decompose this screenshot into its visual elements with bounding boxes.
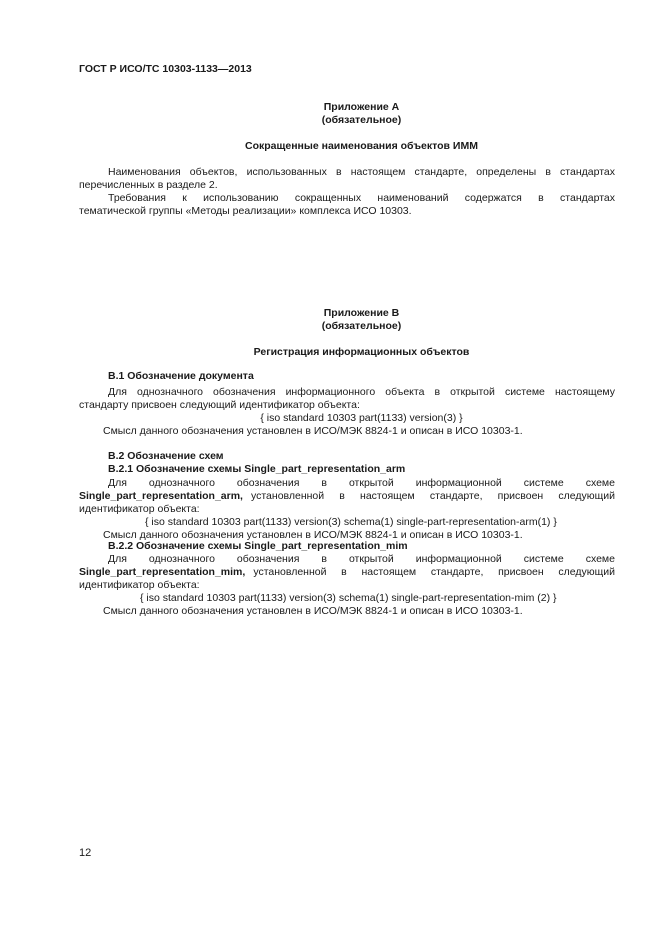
section-b22-line-2-rest: установленной в настоящем стандарте, присвоен следующий [253, 566, 615, 578]
page-number: 12 [79, 847, 92, 859]
appendix-a-paragraph-1-line-2: перечисленных в разделе 2. [79, 179, 218, 191]
section-b22-meaning: Смысл данного обозначения установлен в ИСО/МЭК 8824-1 и описан в ИСО 10303-1. [103, 605, 523, 617]
appendix-b-heading: Регистрация информационных объектов [253, 346, 470, 358]
document-header: ГОСТ Р ИСО/ТС 10303-1133—2013 [79, 63, 252, 75]
section-b21-line-3: идентификатор объекта: [79, 503, 200, 515]
schema-name-arm: Single_part_representation_arm, [79, 490, 243, 502]
section-b22-line-3: идентификатор объекта: [79, 579, 200, 591]
section-b1-line-1: Для однозначного обозначения информационного объекта в открытой системе настоящему [108, 386, 615, 398]
section-b1-meaning: Смысл данного обозначения установлен в ИСО/МЭК 8824-1 и описан в ИСО 10303-1. [103, 425, 523, 437]
section-b21-line-2 [79, 490, 615, 502]
appendix-a-paragraph-2-line-2: тематической группы «Методы реализации» комплекса ИСО 10303. [79, 205, 412, 217]
section-b22-line-2 [79, 566, 615, 578]
appendix-a-paragraph-2-line-1: Требования к использованию сокращенных наименований содержатся в стандартах [108, 192, 615, 204]
section-b22-object-identifier: { iso standard 10303 part(1133) version(3) schema(1) single-part-representation-mim (2) } [140, 592, 557, 604]
schema-name-mim: Single_part_representation_mim, [79, 566, 246, 578]
section-b2-heading: В.2 Обозначение схем [108, 450, 224, 462]
appendix-a-status: (обязательное) [321, 114, 402, 126]
section-b21-meaning: Смысл данного обозначения установлен в ИСО/МЭК 8824-1 и описан в ИСО 10303-1. [103, 529, 523, 541]
section-b22-line-1: Для однозначного обозначения в открытой информационной системе схеме [108, 553, 615, 565]
section-b22-heading: В.2.2 Обозначение схемы Single_part_representation_mim [108, 540, 408, 552]
section-b21-line-1: Для однозначного обозначения в открытой информационной системе схеме [108, 477, 615, 489]
appendix-b-status: (обязательное) [321, 320, 402, 332]
section-b1-line-2: стандарту присвоен следующий идентификатор объекта: [79, 399, 360, 411]
section-b1-heading: В.1 Обозначение документа [108, 370, 254, 382]
appendix-a-paragraph-1-line-1: Наименования объектов, использованных в настоящем стандарте, определены в стандартах [108, 166, 615, 178]
section-b21-object-identifier: { iso standard 10303 part(1133) version(3) schema(1) single-part-representation-arm(1) } [145, 516, 557, 528]
section-b1-object-identifier: { iso standard 10303 part(1133) version(3) } [260, 412, 463, 424]
appendix-a-title: Приложение А [323, 101, 400, 113]
section-b21-line-2-rest: установленной в настоящем стандарте, присвоен следующий [250, 490, 615, 502]
appendix-a-heading: Сокращенные наименования объектов ИММ [245, 140, 478, 152]
appendix-b-title: Приложение В [323, 307, 400, 319]
section-b21-heading: В.2.1 Обозначение схемы Single_part_representation_arm [108, 463, 406, 475]
